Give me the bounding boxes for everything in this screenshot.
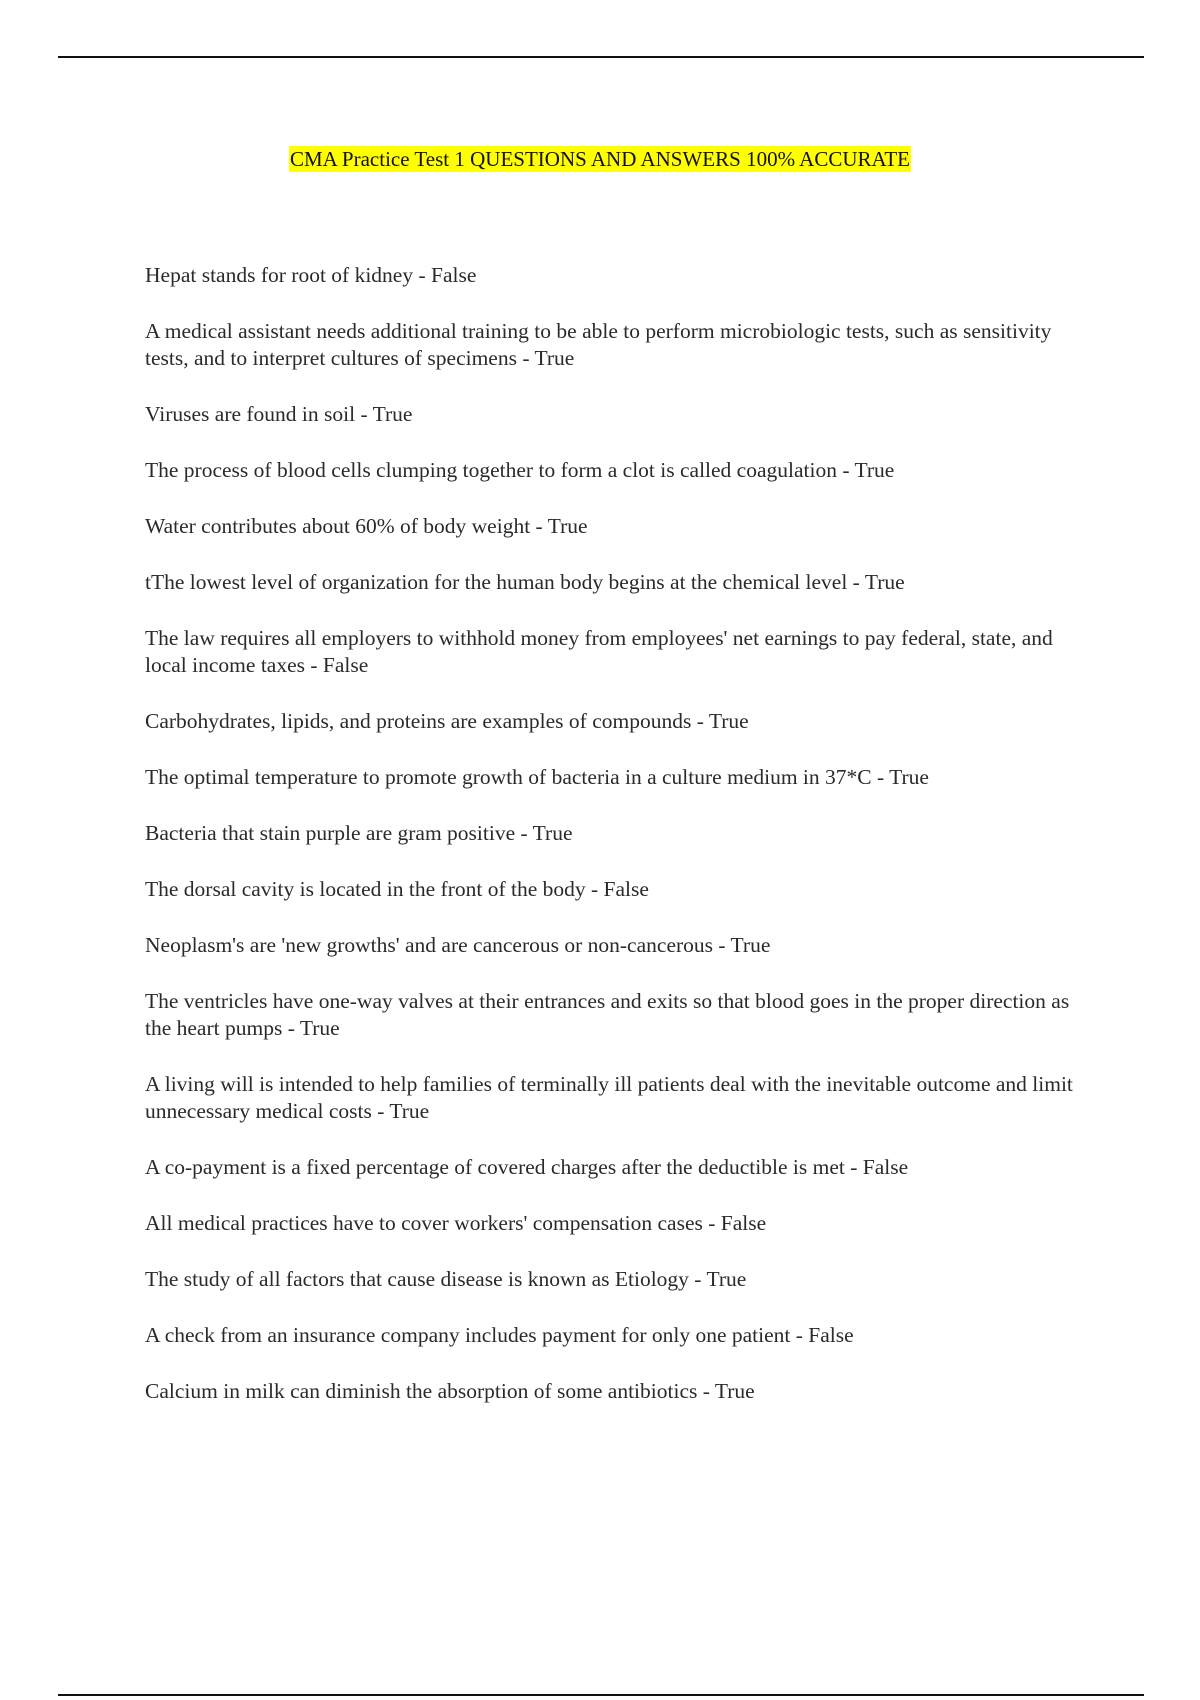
qa-item: A medical assistant needs additional training to be able to perform microbiologic tests, such as sensitivity tests, and to interpret cultures of specimens - True <box>145 319 1052 370</box>
qa-item: All medical practices have to cover workers' compensation cases - False <box>145 1211 767 1235</box>
qa-item: Hepat stands for root of kidney - False <box>145 263 477 287</box>
qa-item: Viruses are found in soil - True <box>145 402 413 426</box>
bottom-rule <box>58 1694 1144 1696</box>
qa-item: The ventricles have one-way valves at their entrances and exits so that blood goes in the proper direction as the heart pumps - True <box>145 989 1070 1040</box>
qa-item: A co-payment is a fixed percentage of covered charges after the deductible is met - False <box>145 1155 909 1179</box>
qa-item: Carbohydrates, lipids, and proteins are examples of compounds - True <box>145 709 749 733</box>
qa-item: The dorsal cavity is located in the front of the body - False <box>145 877 649 901</box>
qa-item: Water contributes about 60% of body weight - True <box>145 514 588 538</box>
qa-item: A check from an insurance company includes payment for only one patient - False <box>145 1323 854 1347</box>
qa-item: A living will is intended to help families of terminally ill patients deal with the inevitable outcome and limit unnecessary medical costs - True <box>145 1072 1073 1123</box>
question-answer-list <box>145 262 1085 1434</box>
qa-item: The optimal temperature to promote growth of bacteria in a culture medium in 37*C - True <box>145 765 929 789</box>
qa-item: The process of blood cells clumping together to form a clot is called coagulation - True <box>145 458 895 482</box>
qa-item: The study of all factors that cause disease is known as Etiology - True <box>145 1267 747 1291</box>
qa-item: Bacteria that stain purple are gram positive - True <box>145 821 573 845</box>
qa-item: Neoplasm's are 'new growths' and are cancerous or non-cancerous - True <box>145 933 771 957</box>
qa-item: Calcium in milk can diminish the absorption of some antibiotics - True <box>145 1379 755 1403</box>
qa-item: tThe lowest level of organization for the human body begins at the chemical level - True <box>145 570 905 594</box>
qa-item: The law requires all employers to withhold money from employees' net earnings to pay federal, state, and local income taxes - False <box>145 626 1053 677</box>
top-rule <box>58 56 1144 58</box>
title-container <box>0 146 1200 172</box>
page-title: CMA Practice Test 1 QUESTIONS AND ANSWERS 100% ACCURATE <box>290 147 910 171</box>
